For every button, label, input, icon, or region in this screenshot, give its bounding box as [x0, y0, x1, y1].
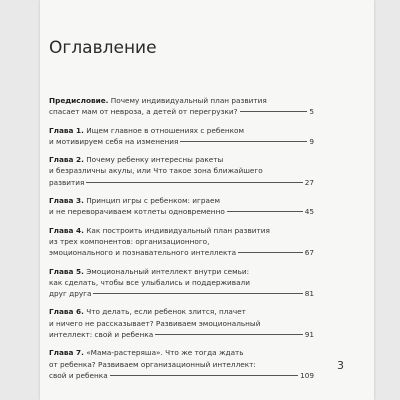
- dot-leader: [93, 293, 302, 294]
- entry-label: Глава 1.: [49, 125, 84, 135]
- toc-entry: [49, 347, 314, 381]
- entry-line: Принцип игры с ребенком: играем: [86, 196, 220, 206]
- dot-leader: [155, 334, 303, 335]
- entry-line: и не переворачиваем котлеты одновременно: [49, 207, 225, 217]
- entry-line: из трех компонентов: организационного,: [49, 236, 210, 246]
- entry-line: Эмоциональный интеллект внутри семьи:: [86, 266, 250, 276]
- entry-line: Как построить индивидуальный план развития: [86, 225, 270, 235]
- entry-line: и безразличны акулы, или Что такое зона ближайшего: [49, 166, 263, 176]
- entry-line: эмоционального и познавательного интеллекта: [49, 248, 237, 258]
- entry-label: Глава 5.: [49, 266, 84, 276]
- toc-entry: [49, 266, 314, 300]
- entry-page: 27: [304, 177, 314, 187]
- entry-page: 81: [304, 289, 314, 299]
- entry-label: Глава 2.: [49, 155, 84, 165]
- dot-leader: [86, 182, 302, 183]
- entry-page: 67: [304, 248, 314, 258]
- dot-leader: [240, 111, 308, 112]
- entry-line: как сделать, чтобы все улыбались и поддерживали: [49, 277, 250, 287]
- entry-page: 45: [304, 207, 314, 217]
- dot-leader: [227, 211, 303, 212]
- toc-entry: [49, 195, 314, 218]
- entry-line: «Мама-растеряша». Что же тогда ждать: [86, 348, 244, 358]
- toc-entry: [49, 125, 314, 148]
- entry-line: и мотивируем себя на изменения: [49, 136, 179, 146]
- toc-entry: [49, 95, 314, 118]
- entry-label: Глава 7.: [49, 348, 84, 358]
- dot-leader: [238, 252, 303, 253]
- entry-page: 109: [300, 370, 314, 380]
- entry-line: Что делать, если ребенок злится, плачет: [86, 307, 246, 317]
- entry-line: интеллект: свой и ребенка: [49, 330, 154, 340]
- entry-page: 9: [309, 136, 314, 146]
- entry-label: Глава 6.: [49, 307, 84, 317]
- entry-label: Глава 3.: [49, 196, 84, 206]
- entry-line: спасает мам от невроза, а детей от перегрузки?: [49, 107, 238, 117]
- page-title: Оглавление: [49, 38, 157, 58]
- entry-line: Почему ребенку интересны ракеты: [86, 155, 224, 165]
- entry-line: от ребенка? Развиваем организационный интеллект:: [49, 359, 256, 369]
- entry-line: и ничего не рассказывает? Развиваем эмоциональный: [49, 318, 261, 328]
- entry-line: свой и ребенка: [49, 370, 108, 380]
- dot-leader: [180, 141, 307, 142]
- entry-page: 91: [304, 330, 314, 340]
- entry-page: 5: [309, 107, 314, 117]
- entry-line: Почему индивидуальный план развития: [110, 96, 267, 105]
- entry-line: друг друга: [49, 289, 92, 299]
- entry-line: Ищем главное в отношениях с ребенком: [86, 125, 245, 135]
- table-of-contents: [49, 95, 314, 388]
- toc-entry: [49, 225, 314, 259]
- page-number: 3: [337, 359, 344, 372]
- toc-entry: [49, 154, 314, 188]
- entry-label: Предисловие.: [49, 96, 109, 105]
- entry-line: развития: [49, 177, 85, 187]
- toc-entry: [49, 306, 314, 340]
- entry-label: Глава 4.: [49, 225, 84, 235]
- dot-leader: [110, 375, 298, 376]
